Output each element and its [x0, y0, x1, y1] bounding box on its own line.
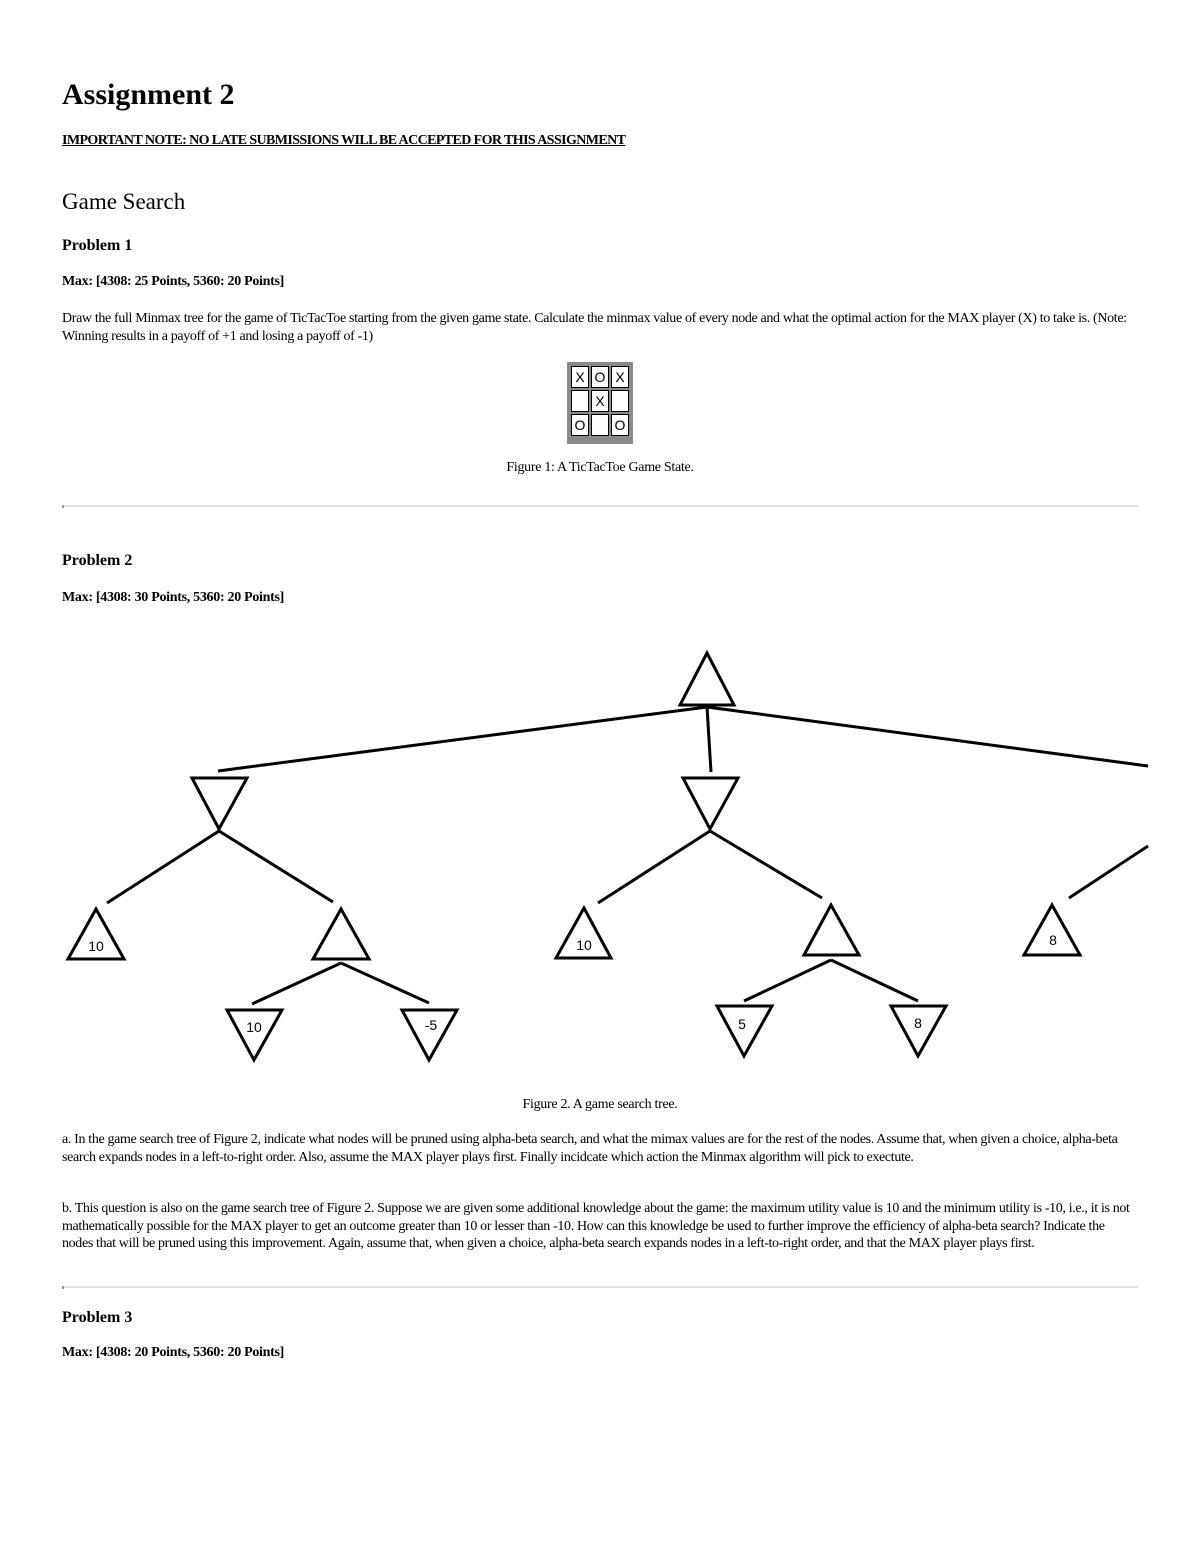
- problem2-heading: Problem 2: [62, 552, 133, 569]
- board-cell: [611, 390, 629, 412]
- tree-edge: [252, 963, 341, 1004]
- min-leaf-node: [891, 1006, 946, 1056]
- leaf-value: 5: [738, 1016, 746, 1032]
- board-cell: O: [611, 414, 629, 436]
- section-title: Game Search: [62, 189, 186, 214]
- board-cell: O: [591, 366, 609, 388]
- min-node: [192, 778, 247, 829]
- tree-edge: [744, 960, 831, 1001]
- figure2-caption: Figure 2. A game search tree.: [522, 1097, 678, 1112]
- tree-edge: [107, 831, 219, 903]
- max-root-node: [680, 653, 734, 705]
- board-cell: [571, 390, 589, 412]
- important-note: IMPORTANT NOTE: NO LATE SUBMISSIONS WILL BE ACCEPTED FOR THIS ASSIGNMENT: [62, 133, 626, 148]
- problem3-heading: Problem 3: [62, 1309, 133, 1326]
- tree-edge: [341, 963, 429, 1003]
- tictactoe-board: [567, 362, 633, 444]
- divider: [62, 505, 1138, 507]
- game-search-tree: [0, 640, 1200, 1080]
- min-leaf-node: [227, 1010, 282, 1060]
- leaf-value: -5: [424, 1017, 438, 1033]
- leaf-value: 8: [1049, 932, 1057, 948]
- problem1-heading: Problem 1: [62, 237, 133, 254]
- leaf-value: 8: [914, 1015, 922, 1031]
- tree-edge: [831, 960, 918, 1001]
- board-cell: X: [571, 366, 589, 388]
- tree-edge: [710, 831, 822, 898]
- max-node: [804, 905, 859, 955]
- leaf-value: 10: [88, 938, 104, 954]
- tree-edge: [707, 707, 711, 772]
- divider: [62, 1286, 1138, 1288]
- board-cell: [591, 414, 609, 436]
- min-node: [683, 778, 738, 829]
- max-node: [313, 909, 369, 959]
- tree-edge: [1069, 846, 1148, 898]
- problem2-part-b: b. This question is also on the game search tree of Figure 2. Suppose we are given some additional knowledge about the game: the maximum utility value is 10 and the minimum utility is -10, i.e., it is not mathematically possible for the MAX player to get an outcome greater than 10 or lesser than -10. How can this knowledge be used to further improve the efficiency of alpha-beta search? Indicate the nodes that will be pruned using this improvement. Again, assume that, when given a choice, alpha-beta search expands nodes in a left-to-right order, and that the MAX player plays first.: [62, 1201, 1130, 1251]
- tree-edge: [707, 707, 1148, 766]
- tree-edge: [218, 707, 707, 771]
- problem2-part-a: a. In the game search tree of Figure 2, indicate what nodes will be pruned using alpha-beta search, and what the mimax values are for the rest of the nodes. Assume that, when given a choice, alpha-beta search expands nodes in a left-to-right order. Also, assume the MAX player plays first. Finally incidcate which action the Minmax algorithm will pick to exectute.: [62, 1132, 1118, 1165]
- leaf-value: 10: [576, 937, 592, 953]
- problem1-points: Max: [4308: 25 Points, 5360: 20 Points]: [62, 274, 285, 289]
- page-title: Assignment 2: [62, 78, 235, 111]
- tree-edge: [598, 831, 710, 903]
- leaf-value: 10: [246, 1019, 262, 1035]
- problem3-points: Max: [4308: 20 Points, 5360: 20 Points]: [62, 1345, 285, 1360]
- figure1-caption: Figure 1: A TicTacToe Game State.: [506, 460, 694, 475]
- problem2-points: Max: [4308: 30 Points, 5360: 20 Points]: [62, 590, 285, 605]
- board-cell: X: [591, 390, 609, 412]
- board-cell: X: [611, 366, 629, 388]
- board-cell: O: [571, 414, 589, 436]
- problem1-text: Draw the full Minmax tree for the game of TicTacToe starting from the given game state. Calculate the minmax value of every node and what the optimal action for the MAX player (X) to take is. (Note: Winning results in a payoff of +1 and losing a payoff of -1): [62, 311, 1127, 344]
- tree-edge: [219, 831, 333, 902]
